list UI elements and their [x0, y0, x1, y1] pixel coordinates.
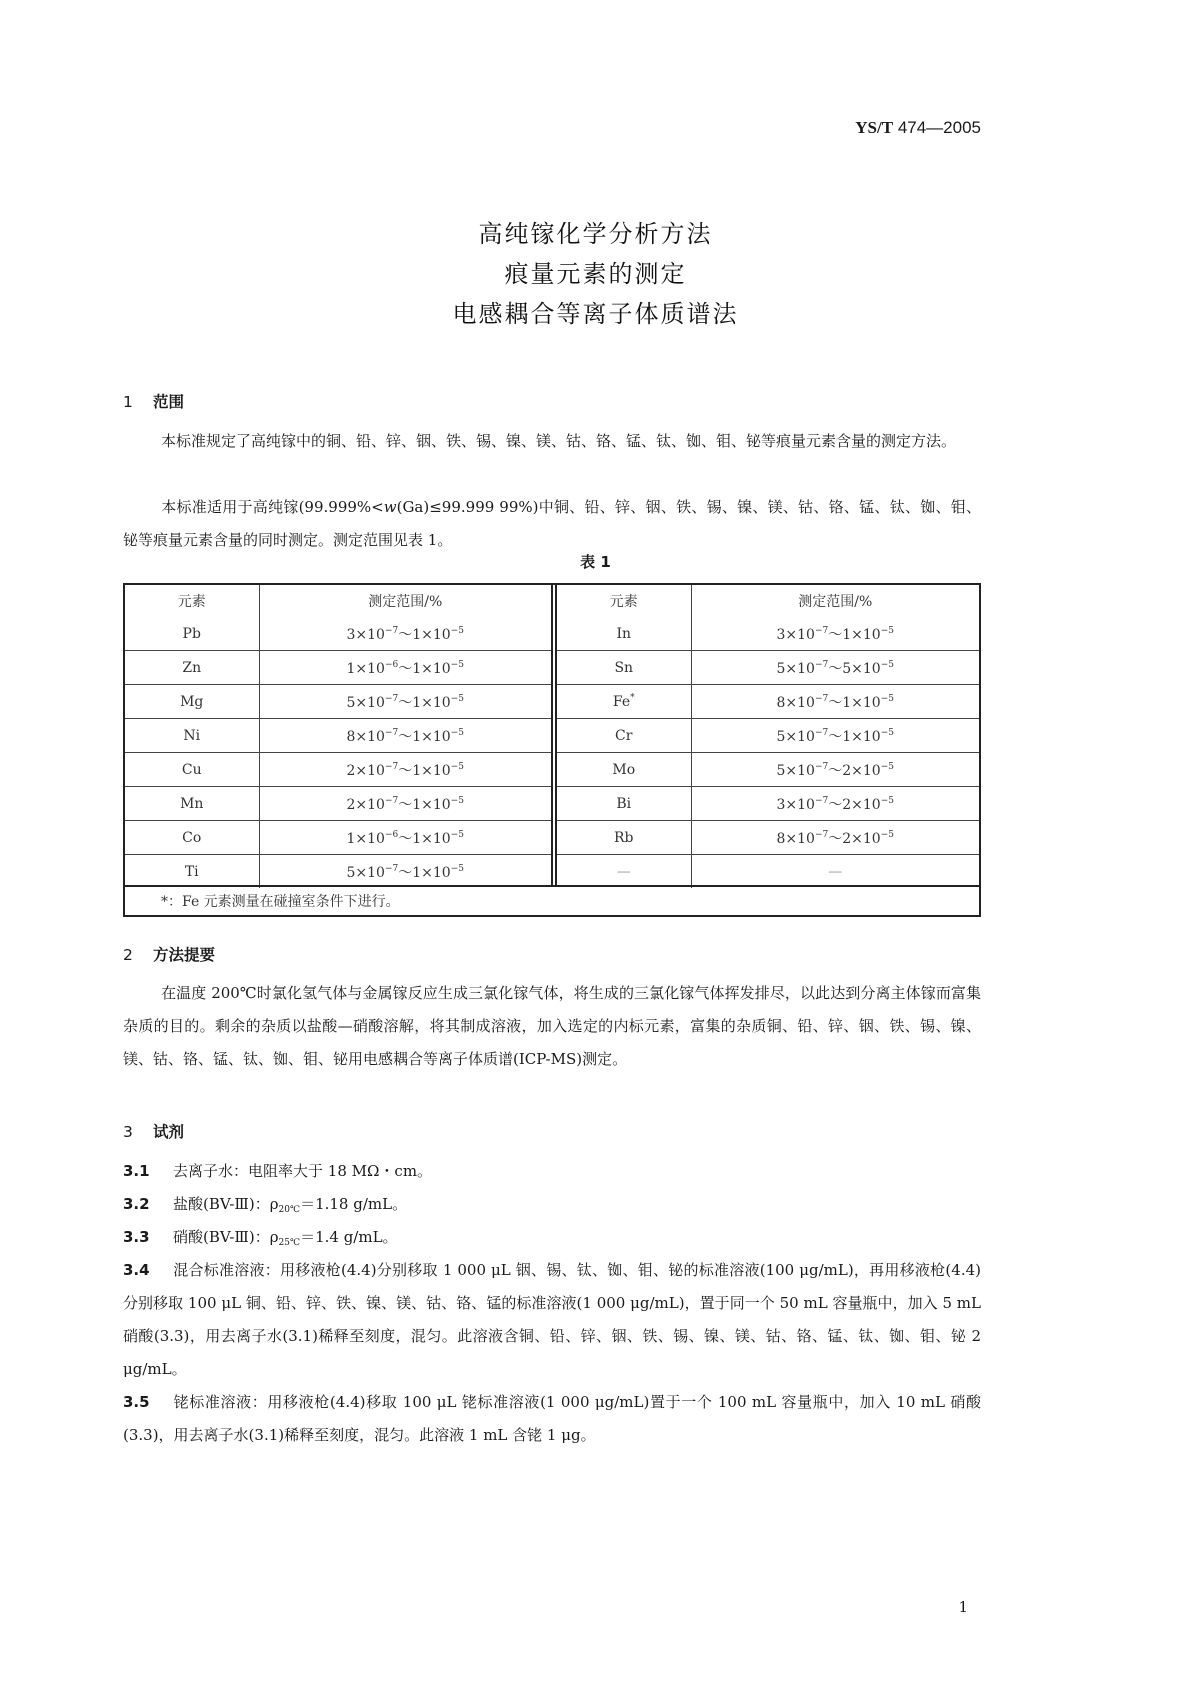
- table-row: [125, 685, 551, 719]
- element-cell: Pb: [125, 617, 259, 651]
- empty-cell: —: [557, 855, 691, 889]
- table-row: [557, 685, 979, 719]
- table-caption: 表 1: [580, 553, 611, 571]
- table-row: [557, 651, 979, 685]
- reagent-3-3: 3.3 硝酸(BV-Ⅲ)：$\rho_{25℃}=1.4$ g/mL。: [123, 1228, 398, 1248]
- range-cell: $3\times 10^{-7}\sim 1\times 10^{-5}$: [691, 617, 979, 651]
- table-row: [557, 617, 979, 651]
- range-cell: $5\times 10^{-7}\sim 1\times 10^{-5}$: [259, 685, 551, 719]
- range-cell: $5\times 10^{-7}\sim 1\times 10^{-5}$: [691, 719, 979, 753]
- header-range: 测定范围/%: [798, 594, 873, 610]
- standard-code: [0, 118, 981, 138]
- table-header-row: [125, 585, 551, 617]
- element-cell: Ni: [125, 719, 259, 753]
- table-row: [557, 719, 979, 753]
- element-cell: Bi: [557, 787, 691, 821]
- table-row: [125, 821, 551, 855]
- element-cell: Cu: [125, 753, 259, 787]
- reagent-3-4: 3.4 混合标准溶液：用移液枪(4.4)分别移取 1 000 μL 铟、锡、钛、铷、钼、铋的标准溶液(100 μg/mL)，再用移液枪(4.4)分别移取 100 μL 铜、铅、锌、铁、镍、镁、钴、铬、锰的标准溶液(1 000 μg/mL)，置于同一个 50 mL 容量瓶中，加入 5 mL 硝酸(3.3)，用去离子水(3.1)稀释至刻度，混匀。此溶液含铜、铅、锌、铟、铁、锡、镍、镁、钴、铬、锰、钛、铷、钼、铋 2 μg/mL。: [123, 1261, 981, 1378]
- section-1-paragraph-2: 本标准适用于高纯镓(99.999%<w(Ga)≤99.999 99%)中铜、铅、锌、铟、铁、锡、镍、镁、钴、铬、锰、钛、铷、钼、铋等痕量元素含量的同时测定。测定范围见表 1。: [123, 498, 981, 549]
- table-header-row: [557, 585, 979, 617]
- header-element: 元素: [125, 585, 259, 617]
- table-row: [125, 651, 551, 685]
- range-cell: $2\times 10^{-7}\sim 1\times 10^{-5}$: [259, 753, 551, 787]
- page-number: 1: [958, 1598, 968, 1616]
- section-2-heading: 2 方法提要: [123, 946, 216, 964]
- range-cell: $5\times 10^{-7}\sim 2\times 10^{-5}$: [691, 753, 979, 787]
- table-row: [125, 617, 551, 651]
- section-3-heading: 3 试剂: [123, 1123, 185, 1141]
- table-footnote: *：Fe 元素测量在碰撞室条件下进行。: [125, 885, 979, 915]
- range-cell: $8\times 10^{-7}\sim 1\times 10^{-5}$: [691, 685, 979, 719]
- section-2-paragraph: 在温度 200℃时氯化氢气体与金属镓反应生成三氯化镓气体，将生成的三氯化镓气体挥发排尽，以此达到分离主体镓而富集杂质的目的。剩余的杂质以盐酸—硝酸溶解，将其制成溶液，加入选定的内标元素，富集的杂质铜、铅、锌、铟、铁、锡、镍、镁、钴、铬、锰、钛、铷、钼、铋用电感耦合等离子体质谱(ICP-MS)测定。: [123, 984, 981, 1068]
- element-cell: Ti: [125, 855, 259, 889]
- element-cell: Mn: [125, 787, 259, 821]
- reagent-3-1: 3.1 去离子水：电阻率大于 18 MΩ・cm。: [123, 1162, 433, 1180]
- title-line-2: 痕量元素的测定: [504, 260, 687, 288]
- element-cell: Sn: [557, 651, 691, 685]
- section-title: 范围: [153, 393, 185, 411]
- table-row: [125, 719, 551, 753]
- header-range: 测定范围/%: [368, 594, 443, 610]
- range-cell: $5\times 10^{-7}\sim 5\times 10^{-5}$: [691, 651, 979, 685]
- range-cell: $5\times 10^{-7}\sim 1\times 10^{-5}$: [346, 863, 464, 881]
- standard-prefix: YS/T: [855, 118, 894, 137]
- title-line-3: 电感耦合等离子体质谱法: [452, 300, 739, 328]
- table-row: [557, 821, 979, 855]
- range-cell: $8\times 10^{-7}\sim 2\times 10^{-5}$: [691, 821, 979, 855]
- range-cell: $8\times 10^{-7}\sim 1\times 10^{-5}$: [259, 719, 551, 753]
- table-left-half: [125, 585, 551, 885]
- standard-number: 474—2005: [897, 118, 981, 137]
- table-row: [125, 855, 551, 889]
- element-cell: Zn: [125, 651, 259, 685]
- range-cell: $1\times 10^{-6}\sim 1\times 10^{-5}$: [259, 821, 551, 855]
- empty-cell: —: [828, 863, 843, 880]
- table-right-half: [557, 585, 979, 885]
- table-row: [557, 787, 979, 821]
- title-line-1: 高纯镓化学分析方法: [478, 220, 713, 248]
- element-cell: Mo: [557, 753, 691, 787]
- header-element: 元素: [557, 585, 691, 617]
- element-cell: Fe*: [557, 685, 691, 719]
- table-row: [125, 787, 551, 821]
- element-cell: In: [557, 617, 691, 651]
- section-1-heading: [123, 390, 184, 412]
- table-1: [123, 583, 981, 917]
- range-cell: $2\times 10^{-7}\sim 1\times 10^{-5}$: [259, 787, 551, 821]
- reagent-3-2: 3.2 盐酸(BV-Ⅲ)：$\rho_{20℃}=1.18$ g/mL。: [123, 1195, 408, 1215]
- reagent-3-5: 3.5 铑标准溶液：用移液枪(4.4)移取 100 μL 铑标准溶液(1 000 μg/mL)置于一个 100 mL 容量瓶中，加入 10 mL 硝酸(3.3)，用去离子水(3.1)稀释至刻度，混匀。此溶液 1 mL 含铑 1 μg。: [123, 1393, 981, 1444]
- range-cell: $3\times 10^{-7}\sim 2\times 10^{-5}$: [691, 787, 979, 821]
- table-row: [125, 753, 551, 787]
- range-cell: $3\times 10^{-7}\sim 1\times 10^{-5}$: [259, 617, 551, 651]
- section-1-paragraph-1: 本标准规定了高纯镓中的铜、铅、锌、铟、铁、锡、镍、镁、钴、铬、锰、钛、铷、钼、铋等痕量元素含量的测定方法。: [161, 432, 957, 450]
- element-cell: Rb: [557, 821, 691, 855]
- element-cell: Cr: [557, 719, 691, 753]
- element-cell: Co: [125, 821, 259, 855]
- range-cell: $1\times 10^{-6}\sim 1\times 10^{-5}$: [259, 651, 551, 685]
- table-row: [557, 753, 979, 787]
- table-row-empty: [557, 855, 979, 889]
- element-cell: Mg: [125, 685, 259, 719]
- section-number: 1: [123, 393, 133, 411]
